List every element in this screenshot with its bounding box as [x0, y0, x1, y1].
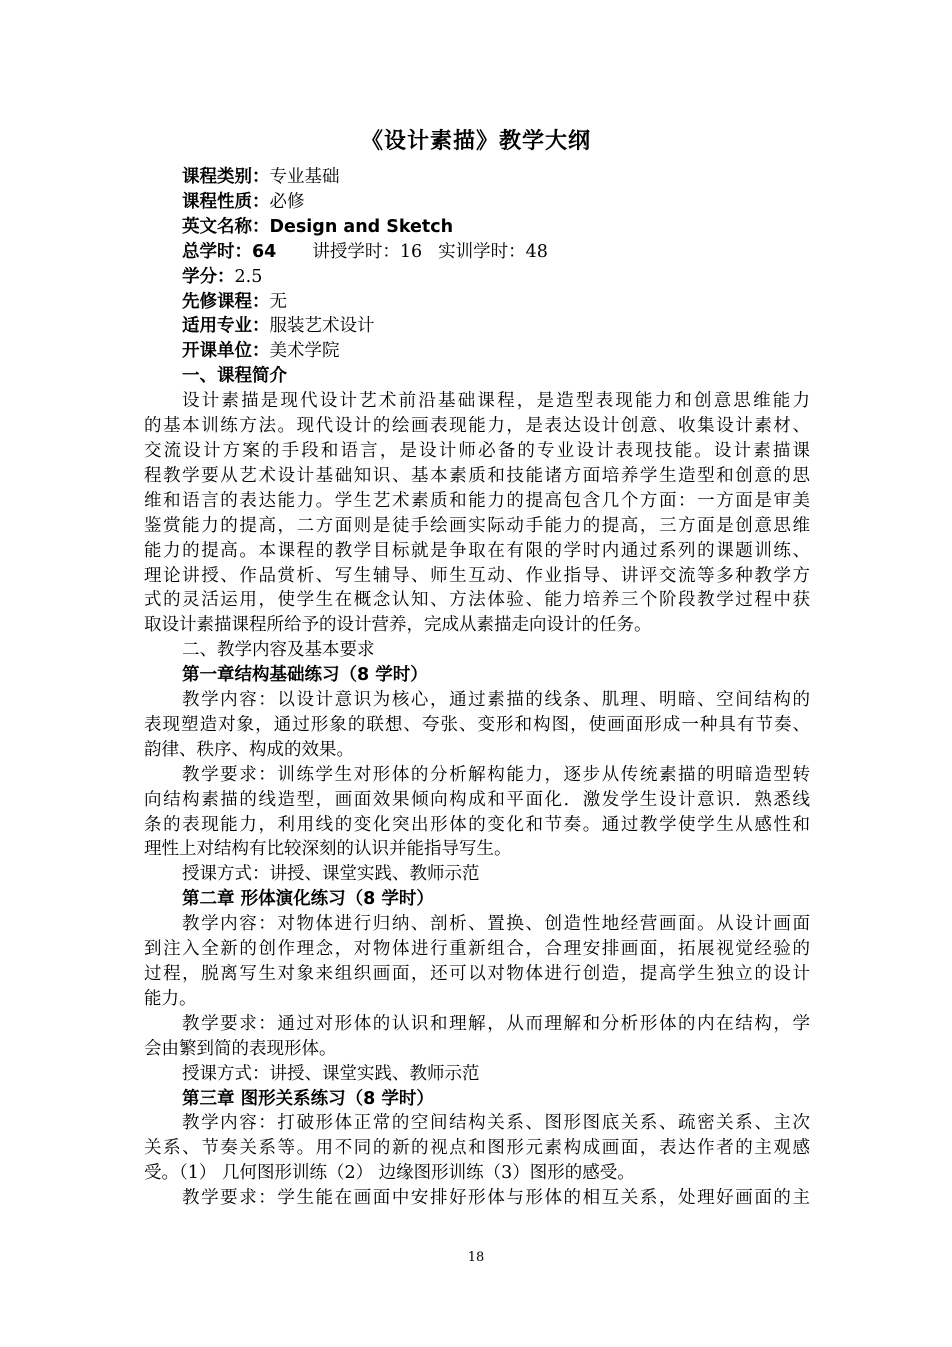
chapter2-requirement: [144, 1012, 810, 1062]
paragraph-line: 教学内容：打破形体正常的空间结构关系、图形图底关系、疏密关系、主次: [182, 1113, 810, 1134]
course-category-value: 专业基础: [269, 167, 340, 187]
paragraph-line: 教学要求：训练学生对形体的分析解构能力，逐步从传统素描的明暗造型转: [182, 764, 810, 785]
lecture-hours: 讲授学时：16: [312, 241, 423, 262]
department-label: 开课单位：: [182, 341, 270, 362]
paragraph-line: 交流设计方案的手段和语言，是设计师必备的专业设计表现技能。设计素描课: [144, 440, 810, 461]
paragraph-line: 设计素描是现代设计艺术前沿基础课程，是造型表现能力和创意思维能力: [182, 391, 810, 412]
prerequisite: [144, 290, 810, 315]
english-name: [144, 215, 810, 240]
department: [144, 339, 810, 364]
document-title: 《设计素描》教学大纲: [360, 129, 591, 154]
paragraph-line: 过程，脱离写生对象来组织画面，还可以对物体进行创造，提高学生独立的设计: [144, 964, 810, 984]
paragraph-line: 教学内容：对物体进行归纳、剖析、置换、创造性地经营画面。从设计画面: [182, 914, 810, 935]
section2-heading: 二、教学内容及基本要求: [182, 640, 375, 661]
chapter2-title: 第二章 形体演化练习（8 学时）: [182, 889, 434, 910]
paragraph-line: 维和语言的表达能力。学生艺术素质和能力的提高包含几个方面：一方面是审美: [144, 490, 810, 511]
credits-label: 学分：: [182, 266, 235, 287]
practice-hours: 实训学时：48: [438, 241, 548, 262]
paragraph-line: 表现塑造对象，通过形象的联想、夸张、变形和构图，使画面形成一种具有节奏、: [144, 714, 810, 735]
chapter1-title: 第一章结构基础练习（8 学时）: [182, 665, 428, 686]
major-label: 适用专业：: [182, 316, 270, 337]
paragraph-line: 式的灵活运用，使学生在概念认知、方法体验、能力培养三个阶段教学过程中获: [144, 590, 810, 611]
chapter3-requirement: [144, 1186, 810, 1211]
paragraph-line: 韵律、秩序、构成的效果。: [144, 739, 354, 760]
page-number: 18: [467, 1250, 485, 1265]
english-name-label: 英文名称：: [182, 216, 270, 237]
document-body: [144, 165, 810, 1211]
chapter1-requirement: [144, 763, 810, 863]
paragraph-line: 理性上对结构有比较深刻的认识并能指导写生。: [144, 839, 512, 860]
credits: [144, 265, 810, 290]
paragraph-line: 关系、节奏关系等。用不同的新的视点和图形元素构成画面，表达作者的主观感: [144, 1138, 810, 1159]
paragraph-line: 程教学要从艺术设计基础知识、基本素质和技能诸方面培养学生造型和创意的思: [144, 465, 810, 486]
total-hours-label: 总学时：: [182, 241, 252, 262]
chapter1-content: [144, 688, 810, 763]
chapter2-content: [144, 912, 810, 1012]
paragraph-line: 条的表现能力，利用线的变化突出形体的变化和节奏。通过教学使学生从感性和: [144, 814, 810, 835]
chapter2-method: 授课方式：讲授、课堂实践、教师示范: [182, 1063, 480, 1084]
paragraph-line: 鉴赏能力的提高，二方面则是徒手绘画实际动手能力的提高，三方面是创意思维: [144, 515, 810, 536]
paragraph-line: 能力的提高。本课程的教学目标就是争取在有限的学时内通过系列的课题训练、: [144, 540, 810, 561]
chapter3-title: 第三章 图形关系练习（8 学时）: [182, 1088, 434, 1109]
paragraph-line: 取设计素描课程所给予的设计营养，完成从素描走向设计的任务。: [144, 615, 652, 636]
course-category: [144, 165, 810, 190]
total-hours-value: 64: [252, 241, 277, 262]
course-hours: [144, 240, 810, 265]
course-nature-label: 课程性质：: [182, 191, 270, 212]
major-value: 服装艺术设计: [269, 316, 375, 337]
paragraph-line: 教学要求：学生能在画面中安排好形体与形体的相互关系，处理好画面的主: [182, 1188, 810, 1209]
prerequisite-value: 无: [269, 291, 287, 312]
paragraph-line: 能力。: [144, 988, 197, 1009]
paragraph-line: 到注入全新的创作理念，对物体进行重新组合，合理安排画面，拓展视觉经验的: [144, 939, 810, 960]
section1-heading: 一、课程简介: [182, 366, 287, 387]
paragraph-line: 理论讲授、作品赏析、写生辅导、师生互动、作业指导、讲评交流等多种教学方: [144, 565, 810, 586]
credits-value: 2.5: [234, 266, 263, 287]
chapter3-content: [144, 1111, 810, 1186]
paragraph-line: 教学内容：以设计意识为核心，通过素描的线条、肌理、明暗、空间结构的: [182, 690, 810, 711]
paragraph-line: 向结构素描的线造型，画面效果倾向构成和平面化．激发学生设计意识．熟悉线: [144, 789, 810, 810]
course-nature: [144, 190, 810, 215]
applicable-major: [144, 314, 810, 339]
paragraph-line: 受。（1） 几何图形训练（2） 边缘图形训练（3）图形的感受。: [144, 1163, 635, 1184]
department-value: 美术学院: [269, 341, 340, 362]
english-name-value: Design and Sketch: [269, 216, 454, 237]
section1-paragraph: [144, 389, 810, 638]
chapter1-method: 授课方式：讲授、课堂实践、教师示范: [182, 864, 480, 885]
paragraph-line: 会由繁到简的表现形体。: [144, 1038, 337, 1059]
course-category-label: 课程类别：: [182, 167, 270, 187]
course-nature-value: 必修: [269, 191, 305, 212]
paragraph-line: 的基本训练方法。现代设计的绘画表现能力，是表达设计创意、收集设计素材、: [144, 416, 810, 437]
paragraph-line: 教学要求：通过对形体的认识和理解，从而理解和分析形体的内在结构，学: [182, 1013, 810, 1034]
prerequisite-label: 先修课程：: [182, 291, 270, 312]
